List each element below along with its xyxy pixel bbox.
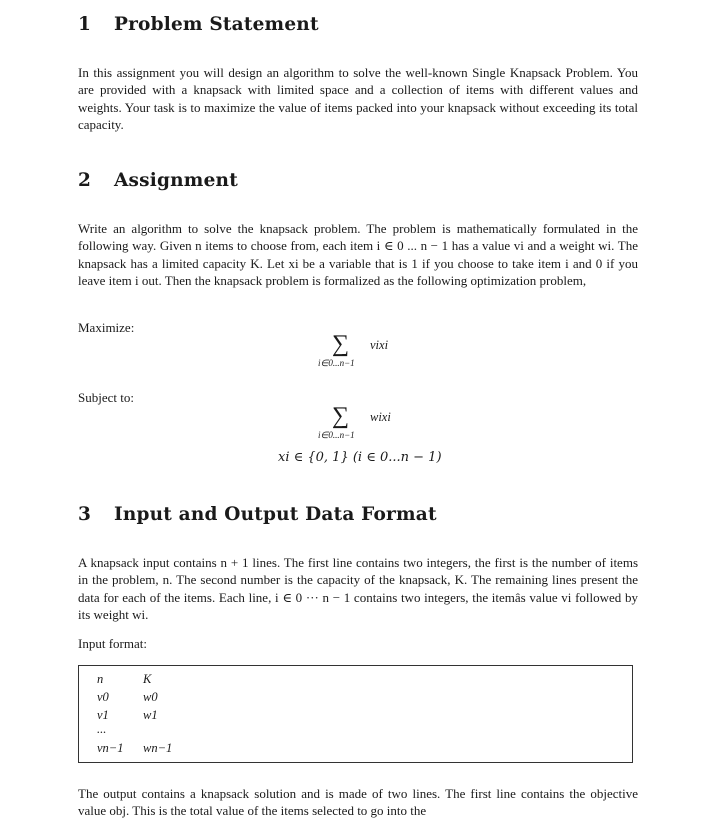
input-format-label: Input format: <box>78 636 147 651</box>
format-cell: w1 <box>143 708 158 722</box>
format-cell: v1 <box>97 708 109 722</box>
objective-term: vixi <box>370 338 389 352</box>
section-number: 3 <box>78 504 92 525</box>
format-cell: wn−1 <box>143 741 173 755</box>
subject-to-label: Subject to: <box>78 390 134 405</box>
format-cell: v0 <box>97 690 109 704</box>
section-title: Assignment <box>114 170 238 191</box>
assignment-paragraph: Write an algorithm to solve the knapsack problem. The problem is mathematically formulated in the following way. Given n items to choose from, each item i ∈ 0 ... n − 1 has a value vi and a weight wi. The knapsack has a limited capacity K. Let xi be a variable that is 1 if you choose to take item i and 0 if you leave item i out. Then the knapsack problem is formalized as the following optimization problem, <box>78 221 638 289</box>
sum-index: i∈0...n−1 <box>318 430 355 440</box>
section-heading-assignment <box>78 170 238 191</box>
constraint-equation <box>318 404 438 444</box>
binary-constraint: xi ∈ {0, 1} (i ∈ 0...n − 1) <box>278 450 442 465</box>
format-cell: K <box>143 672 152 686</box>
output-format-paragraph: The output contains a knapsack solution and is made of two lines. The first line contains the objective value obj. This is the total value of the items selected to go into the <box>78 786 638 819</box>
format-cell: n <box>97 672 104 686</box>
input-format-paragraph: A knapsack input contains n + 1 lines. The first line contains two integers, the first is the number of items in the problem, n. The second number is the capacity of the knapsack, K. The remaining lines present the data for each of the items. Each line, i ∈ 0 ··· n − 1 contains two integers, the itemâs value vi followed by its weight wi. <box>78 555 638 623</box>
maximize-label: Maximize: <box>78 320 135 335</box>
format-cell: ... <box>97 722 107 736</box>
section-title: Problem Statement <box>114 14 319 35</box>
format-cell: w0 <box>143 690 158 704</box>
input-format-box <box>78 665 633 763</box>
section-heading-problem-statement <box>78 14 319 35</box>
section-number: 1 <box>78 14 92 35</box>
sum-symbol: ∑ <box>332 403 350 429</box>
section-title: Input and Output Data Format <box>114 504 437 525</box>
objective-equation <box>318 332 438 372</box>
section-number: 2 <box>78 170 92 191</box>
constraint-term: wixi <box>370 410 391 424</box>
problem-statement-paragraph: In this assignment you will design an algorithm to solve the well-known Single Knapsack Problem. You are provided with a knapsack with limited space and a collection of items with different values and weights. Your task is to maximize the value of items packed into your knapsack without exceeding its total capacity. <box>78 65 638 133</box>
format-cell: vn−1 <box>97 741 124 755</box>
sum-symbol: ∑ <box>332 331 350 357</box>
sum-index: i∈0...n−1 <box>318 358 355 368</box>
section-heading-input-output <box>78 504 437 525</box>
